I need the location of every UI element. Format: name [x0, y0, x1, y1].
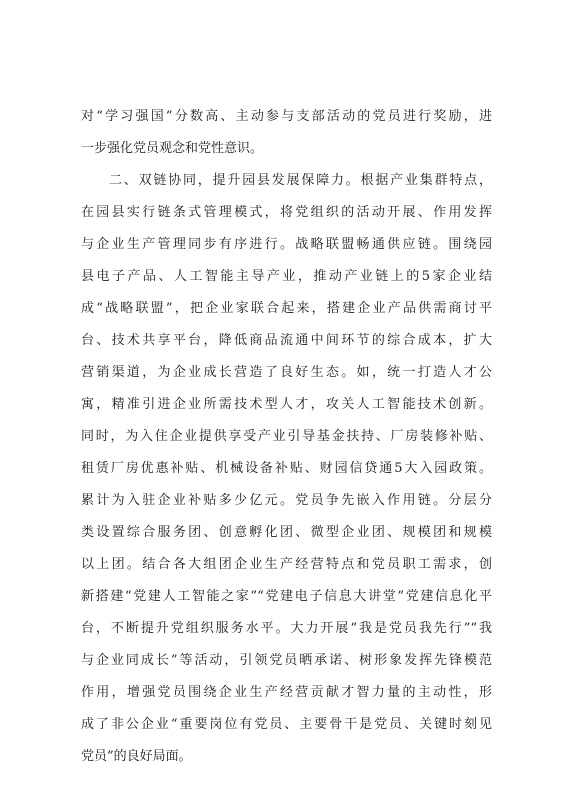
text-line: 累计为入驻企业补贴多少亿元。党员争先嵌入作用链。分层分	[81, 493, 492, 508]
text-line: 与企业同成长”等活动，引领党员晒承诺、树形象发挥先锋模范	[81, 653, 492, 668]
text-line: 同时，为入住企业提供享受产业引导基金扶持、厂房装修补贴、	[81, 429, 492, 444]
text-line: 台，不断提升党组织服务水平。大力开展“我是党员我先行”“我	[81, 621, 492, 636]
text-line: 寓，精准引进企业所需技术型人才，攻关人工智能技术创新。	[81, 397, 492, 412]
text-line: 与企业生产管理同步有序进行。战略联盟畅通供应链。围绕园	[81, 237, 492, 252]
text-line: 在园县实行链条式管理模式，将党组织的活动开展、作用发挥	[81, 205, 492, 220]
text-line: 类设置综合服务团、创意孵化团、微型企业团、规模团和规模	[81, 525, 492, 540]
text-line: 新搭建“党建人工智能之家”“党建电子信息大讲堂”党建信息化平	[81, 589, 492, 604]
text-line: 二、双链协同，提升园县发展保障力。根据产业集群特点，	[109, 173, 492, 188]
text-line: 以上团。结合各大组团企业生产经营特点和党员职工需求，创	[81, 557, 492, 572]
text-line: 成“战略联盟”，把企业家联合起来，搭建企业产品供需商讨平	[81, 301, 492, 316]
text-line: 租赁厂房优惠补贴、机械设备补贴、财园信贷通5大入园政策。	[81, 461, 492, 476]
text-line: 营销渠道，为企业成长营造了良好生态。如，统一打造人才公	[81, 365, 492, 380]
text-line: 县电子产品、人工智能主导产业，推动产业链上的5家企业结	[81, 269, 492, 284]
text-line: 一步强化党员观念和党性意识。	[81, 141, 264, 156]
text-line: 作用，增强党员围绕企业生产经营贡献才智力量的主动性，形	[81, 685, 492, 700]
text-line: 台、技术共享平台，降低商品流通中间环节的综合成本，扩大	[81, 333, 492, 348]
text-line: 成了非公企业“重要岗位有党员、主要骨干是党员、关键时刻见	[81, 717, 492, 732]
text-line: 党员”的良好局面。	[81, 749, 192, 764]
text-line: 对“学习强国”分数高、主动参与支部活动的党员进行奖励，进	[81, 109, 492, 124]
